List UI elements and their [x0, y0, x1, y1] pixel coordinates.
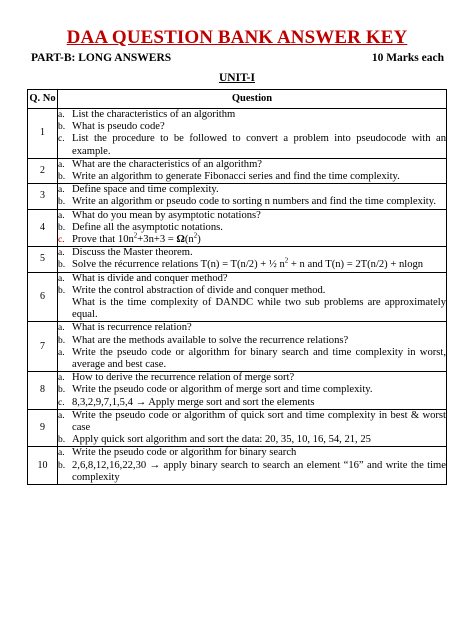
question-item	[58, 222, 446, 234]
question-cell	[58, 247, 447, 272]
question-number: 3	[28, 184, 58, 209]
table-row	[28, 409, 447, 447]
question-item	[58, 256, 446, 271]
question-cell	[58, 158, 447, 183]
item-text: List the procedure to be followed to convert a problem into pseudocode with an example.	[72, 133, 446, 157]
item-text: Write the control abstraction of divide and conquer method.	[72, 284, 326, 296]
question-table	[27, 89, 447, 485]
item-label: a.	[58, 185, 65, 196]
question-number: 1	[28, 109, 58, 159]
item-label: b.	[58, 285, 66, 296]
question-number: 9	[28, 409, 58, 447]
item-label: b.	[58, 122, 66, 133]
item-label: a.	[58, 248, 65, 259]
table-header-row	[28, 90, 447, 109]
question-item	[58, 335, 446, 347]
table-row	[28, 109, 447, 159]
question-item	[58, 159, 446, 171]
formula-part: Solve the récurrence relations T(n) = T(n/2) + ½ n	[72, 259, 285, 271]
question-item	[58, 410, 446, 434]
question-cell	[58, 447, 447, 485]
item-label: a.	[58, 323, 65, 334]
question-item	[58, 231, 446, 246]
item-text: Define all the asymptotic notations.	[72, 221, 223, 233]
question-cell	[58, 409, 447, 447]
item-label: b.	[58, 435, 66, 446]
question-cell	[58, 272, 447, 322]
question-item	[58, 121, 446, 133]
item-text: What is the time complexity of DANDC while two sub problems are approximately equal.	[72, 297, 446, 321]
item-label: a.	[58, 273, 65, 284]
item-label: a.	[58, 373, 65, 384]
question-cell	[58, 209, 447, 247]
item-label: a.	[58, 110, 65, 120]
question-number: 5	[28, 247, 58, 272]
unit-heading: UNIT-I	[218, 72, 255, 84]
table-row	[28, 209, 447, 247]
item-text: What are the methods available to solve the recurrence relations?	[72, 334, 349, 346]
question-cell	[58, 322, 447, 372]
item-text: What are the characteristics of an algorithm?	[72, 158, 263, 170]
table-row	[28, 247, 447, 272]
item-text: List the characteristics of an algorithm	[72, 109, 236, 120]
table-row	[28, 158, 447, 183]
item-text: 8,3,2,9,7,1,5,4 → Apply merge sort and sort the elements	[72, 396, 315, 408]
question-item	[58, 273, 446, 285]
item-text	[72, 231, 446, 246]
formula-part: )	[197, 234, 201, 246]
question-item	[58, 297, 446, 321]
item-text: What is divide and conquer method?	[72, 272, 228, 284]
formula-part: + n and T(n) = 2T(n/2) + nlogn	[288, 259, 424, 271]
item-label: c.	[58, 235, 65, 246]
question-item	[58, 384, 446, 396]
item-text: Write the pseudo code or algorithm for binary search and time complexity in worst, average and best case.	[72, 346, 446, 371]
item-text: How to derive the recurrence relation of merge sort?	[72, 372, 295, 384]
question-item	[58, 372, 446, 384]
question-item	[58, 397, 446, 409]
question-item	[58, 133, 446, 157]
question-item	[58, 210, 446, 222]
item-label: b.	[58, 460, 66, 471]
table-row	[28, 447, 447, 485]
question-item	[58, 109, 446, 121]
item-text: Apply quick sort algorithm and sort the data: 20, 35, 10, 16, 54, 21, 25	[72, 434, 371, 446]
marks-label: 10 Marks each	[371, 52, 444, 64]
question-item	[58, 171, 446, 183]
question-item	[58, 247, 446, 259]
table-row	[28, 322, 447, 372]
formula-part: Prove that 10n	[72, 234, 134, 246]
item-label: a.	[58, 347, 65, 358]
question-cell	[58, 109, 447, 159]
item-text: Write an algorithm to generate Fibonacci series and find the time complexity.	[72, 171, 400, 183]
item-label: a.	[58, 210, 65, 221]
table-row	[28, 184, 447, 209]
question-number: 4	[28, 209, 58, 247]
item-text: Write the pseudo code or algorithm for binary search	[72, 447, 297, 459]
item-label: b.	[58, 335, 66, 346]
question-item	[58, 196, 446, 208]
omega-symbol: Ω	[176, 234, 185, 246]
formula-part: (n	[184, 234, 194, 246]
item-label: a.	[58, 159, 65, 170]
item-label: b.	[58, 172, 66, 183]
question-item	[58, 447, 446, 459]
question-item	[58, 434, 446, 446]
item-label: a.	[58, 410, 65, 421]
formula-exponent: 2	[193, 231, 198, 240]
item-text: What is pseudo code?	[72, 121, 165, 133]
part-label: PART-B: LONG ANSWERS	[31, 52, 172, 64]
question-number: 6	[28, 272, 58, 322]
item-text: What is recurrence relation?	[72, 322, 192, 334]
item-label: c.	[58, 134, 65, 145]
question-number: 8	[28, 372, 58, 410]
item-text: What do you mean by asymptotic notations?	[72, 209, 261, 221]
header-question: Question	[58, 90, 447, 109]
item-label: b.	[58, 197, 66, 208]
header-qno: Q. No	[28, 90, 58, 109]
question-cell	[58, 184, 447, 209]
item-text: 2,6,8,12,16,22,30 → apply binary search to search an element “16” and write the time complexity	[72, 459, 446, 483]
formula-exponent: 2	[133, 231, 138, 240]
question-number: 7	[28, 322, 58, 372]
item-label: a.	[58, 448, 65, 459]
question-number: 2	[28, 158, 58, 183]
item-text: Discuss the Master theorem.	[72, 247, 193, 259]
table-row	[28, 372, 447, 410]
item-text: Define space and time complexity.	[72, 184, 219, 196]
question-item	[58, 285, 446, 297]
question-cell	[58, 372, 447, 410]
item-label: b.	[58, 222, 66, 233]
item-label: c.	[58, 397, 65, 408]
formula-part: +3n+3 =	[137, 234, 177, 246]
item-text: Write the pseudo code or algorithm of quick sort and time complexity in best & worst case	[72, 409, 446, 434]
part-header	[31, 52, 444, 64]
item-label: b.	[58, 260, 66, 271]
formula-exponent: 2	[284, 256, 289, 265]
item-text: Write an algorithm or pseudo code to sorting n numbers and find the time complexity.	[72, 196, 436, 208]
item-text: Write the pseudo code or algorithm of merge sort and time complexity.	[72, 384, 373, 396]
table-row	[28, 272, 447, 322]
page-title: DAA QUESTION BANK ANSWER KEY	[66, 27, 408, 48]
item-text	[72, 256, 446, 271]
item-label: b.	[58, 385, 66, 396]
question-item	[58, 347, 446, 371]
question-item	[58, 460, 446, 484]
question-number: 10	[28, 447, 58, 485]
question-item	[58, 322, 446, 334]
question-item	[58, 184, 446, 196]
